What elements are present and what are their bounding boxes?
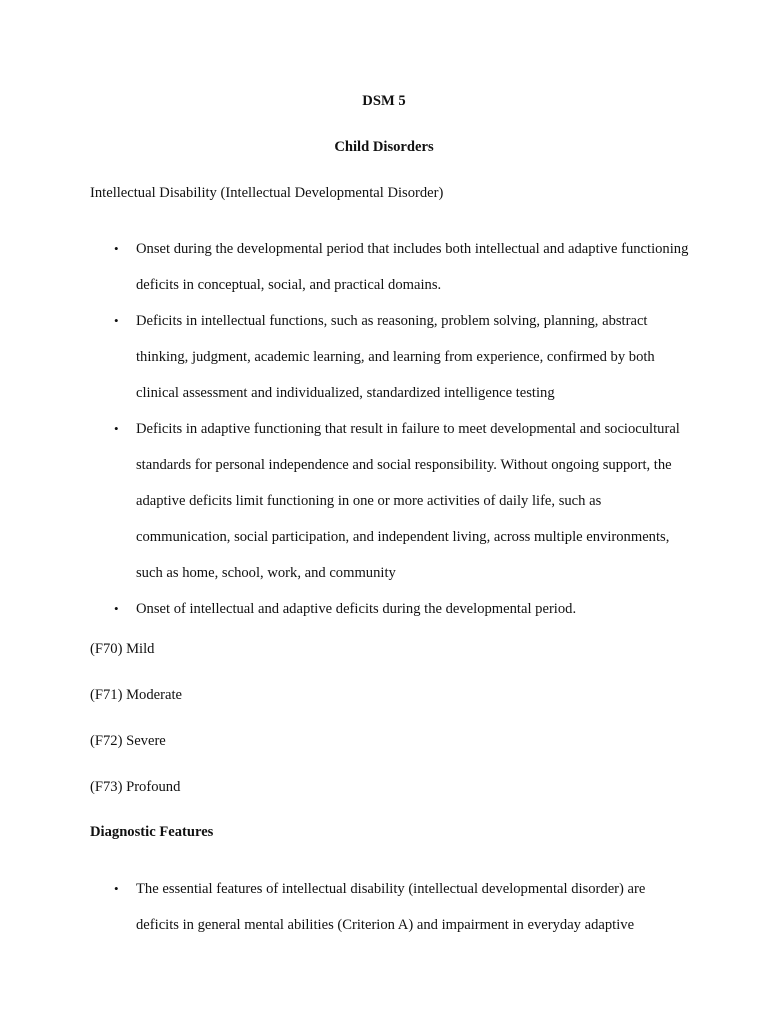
document-title: DSM 5 [362, 93, 406, 109]
list-item [90, 871, 690, 943]
diagnostic-features-heading: Diagnostic Features [90, 824, 214, 840]
severity-code-profound: (F73) Profound [90, 779, 181, 795]
severity-code-mild: (F70) Mild [90, 641, 155, 657]
bullet-icon: • [114, 241, 119, 256]
document-subtitle: Child Disorders [334, 139, 434, 155]
bullet-icon: • [114, 601, 119, 616]
list-item [90, 411, 690, 591]
list-item [90, 303, 690, 411]
diagnostic-features-list [90, 871, 690, 943]
section-heading: Intellectual Disability (Intellectual Developmental Disorder) [90, 185, 444, 201]
list-item [90, 591, 690, 627]
list-item [90, 231, 690, 303]
criterion-text: Deficits in intellectual functions, such as reasoning, problem solving, planning, abstract thinking, judgment, academic learning, and learning from experience, confirmed by both clinical assessment and individualized, standardized intelligence testing [136, 313, 655, 401]
diagnostic-feature-text: The essential features of intellectual disability (intellectual developmental disorder) are deficits in general mental abilities (Criterion A) and impairment in everyday adaptive [136, 881, 646, 933]
criteria-list [90, 231, 690, 627]
severity-code-list [90, 640, 182, 824]
criterion-text: Onset during the developmental period that includes both intellectual and adaptive functioning deficits in conceptual, social, and practical domains. [136, 241, 689, 293]
severity-code-severe: (F72) Severe [90, 733, 166, 749]
bullet-icon: • [114, 881, 119, 896]
severity-code-moderate: (F71) Moderate [90, 687, 182, 703]
criterion-text: Onset of intellectual and adaptive deficits during the developmental period. [136, 601, 577, 617]
bullet-icon: • [114, 313, 119, 328]
criterion-text: Deficits in adaptive functioning that result in failure to meet developmental and sociocultural standards for personal independence and social responsibility. Without ongoing support, the adaptive deficits limit functioning in one or more activities of daily life, such as communication, social participation, and independent living, across multiple environments, such as home, school, work, and community [136, 421, 680, 581]
bullet-icon: • [114, 421, 119, 436]
